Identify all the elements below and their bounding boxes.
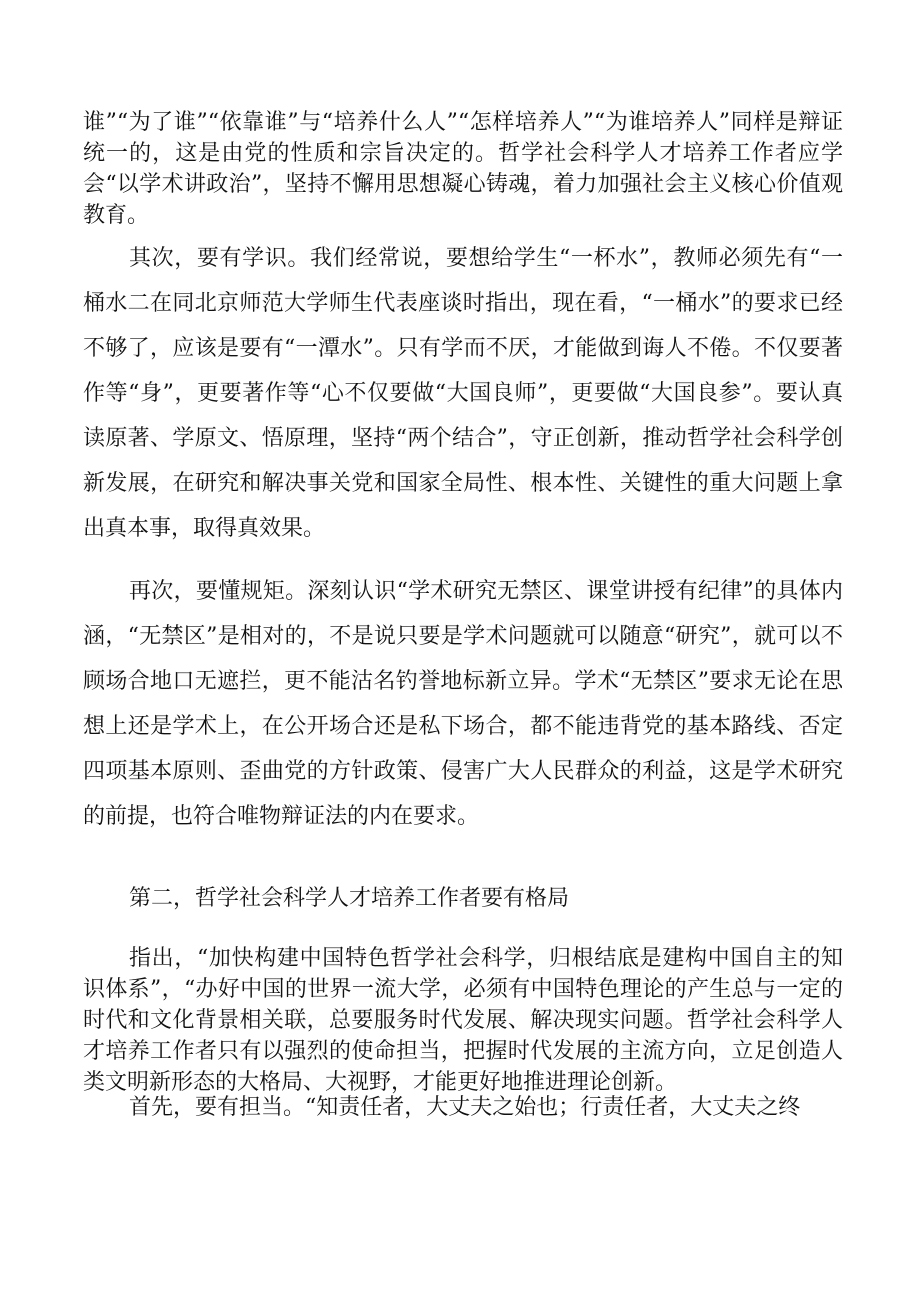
section-heading: 第二，哲学社会科学人才培养工作者要有格局 bbox=[129, 886, 570, 911]
paragraph-scholarship: 其次，要有学识。我们经常说，要想给学生“一杯水”，教师必须先有“一桶水二在同北京师范大学师生代表座谈时指出，现在看，“一桶水”的要求已经不够了，应该是要有“一潭水”。只有学而不厌，才能做到诲人不倦。不仅要著作等“身”，更要著作等“心不仅要做“大国良师”，更要做“大国良参”。要认真读原著、学原文、悟原理，坚持“两个结合”，守正创新，推动哲学社会科学创新发展，在研究和解决事关党和国家全局性、根本性、关键性的重大问题上拿出真本事，取得真效果。 bbox=[83, 246, 843, 541]
paragraph-continuation: 谁”“为了谁”“依靠谁”与“培养什么人”“怎样培养人”“为谁培养人”同样是辩证统一的，这是由党的性质和宗旨决定的。哲学社会科学人才培养工作者应学会“以学术讲政治”，坚持不懈用思想凝心铸魂，着力加强社会主义核心价值观教育。 bbox=[83, 110, 843, 228]
paragraph-rules: 再次，要懂规矩。深刻认识“学术研究无禁区、课堂讲授有纪律”的具体内涵，“无禁区”是相对的，不是说只要是学术问题就可以随意“研究”，就可以不顾场合地口无遮拦，更不能沽名钓誉地标新立异。学术“无禁区”要求无论在思想上还是学术上，在公开场合还是私下场合，都不能违背党的基本路线、否定四项基本原则、歪曲党的方针政策、侵害广大人民群众的利益，这是学术研究的前提，也符合唯物辩证法的内在要求。 bbox=[83, 579, 843, 829]
paragraph-responsibility: 首先，要有担当。“知责任者，大丈夫之始也；行责任者，大丈夫之终 bbox=[129, 1095, 801, 1120]
paragraph-pattern: 指出，“加快构建中国特色哲学社会科学，归根结底是建构中国自主的知识体系”，“办好中国的世界一流大学，必须有中国特色理论的产生总与一定的时代和文化背景相关联，总要服务时代发展、解决现实问题。哲学社会科学人才培养工作者只有以强烈的使命担当，把握时代发展的主流方向，立足创造人类文明新形态的大格局、大视野，才能更好地推进理论创新。 bbox=[83, 946, 843, 1095]
